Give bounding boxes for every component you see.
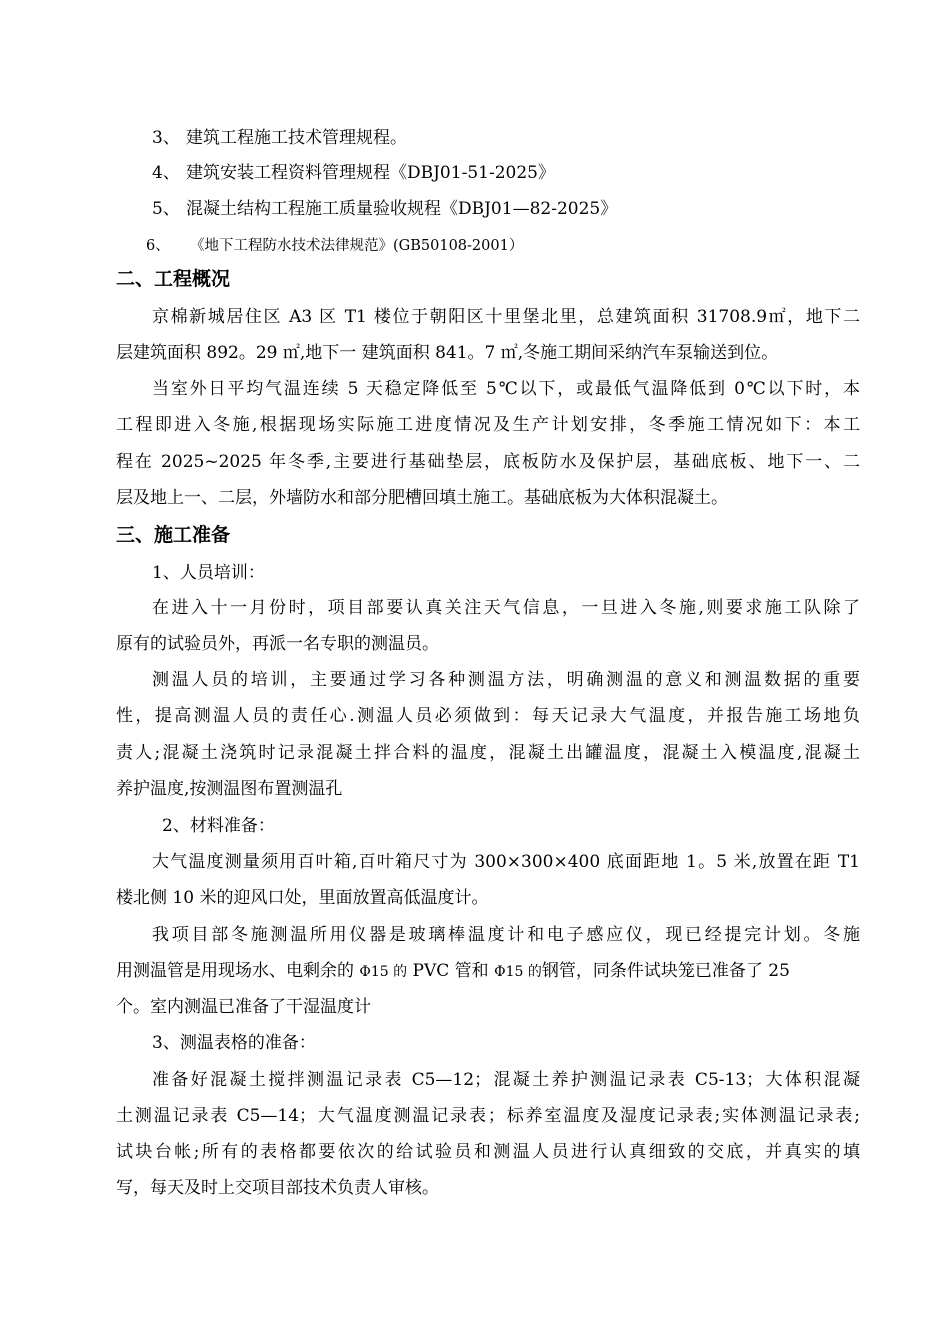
diameter-spec: Φ15 的 xyxy=(494,964,542,980)
reference-text: 《地下工程防水技术法律规范》(GB50108-2001） xyxy=(190,238,524,254)
section-heading-overview: 二、工程概况 xyxy=(116,268,231,290)
paragraph-line: 写，每天及时上交项目部技术负责人审核。 xyxy=(116,1178,439,1198)
subsection-title-personnel: 1、人员培训： xyxy=(152,563,265,583)
paragraph-line: 京棉新城居住区 A3 区 T1 楼位于朝阳区十里堡北里，总建筑面积 31708.9㎡，地下二 xyxy=(152,307,860,327)
paragraph-line: 责人;混凝土浇筑时记录混凝土拌合料的温度，混凝土出罐温度，混凝土入模温度,混凝土 xyxy=(116,743,860,763)
paragraph-line: 层建筑面积 892。29 ㎡,地下一 建筑面积 841。7 ㎡,冬施工期间采纳汽车泵输送到位。 xyxy=(116,343,779,363)
paragraph-line: 个。室内测温已准备了干湿温度计 xyxy=(116,997,371,1017)
reference-number: 3、 xyxy=(152,128,180,148)
reference-text: 建筑工程施工技术管理规程。 xyxy=(186,128,407,148)
reference-item-5 xyxy=(152,197,617,221)
reference-number: 4、 xyxy=(152,163,180,183)
paragraph-line: 当室外日平均气温连续 5 天稳定降低至 5℃以下，或最低气温降低到 0℃以下时，本 xyxy=(152,379,860,399)
paragraph-line: 准备好混凝土搅拌测温记录表 C5—12；混凝土养护测温记录表 C5-13；大体积混凝 xyxy=(152,1070,860,1090)
subsection-title-materials: 2、材料准备： xyxy=(162,816,275,836)
paragraph-line: 层及地上一、二层，外墙防水和部分肥槽回填土施工。基础底板为大体积混凝土。 xyxy=(116,488,728,508)
reference-item-6 xyxy=(146,234,523,258)
paragraph-line: 程在 2025~2025 年冬季,主要进行基础垫层，底板防水及保护层，基础底板、地下一、二 xyxy=(116,452,860,472)
reference-text: 建筑安装工程资料管理规程《DBJ01-51-2025》 xyxy=(186,163,555,183)
text-run: PVC 管和 xyxy=(407,961,495,981)
paragraph-line: 大气温度测量须用百叶箱,百叶箱尺寸为 300×300×400 底面距地 1。5 米,放置在距 T1 xyxy=(152,852,860,872)
reference-item-3 xyxy=(152,126,407,150)
paragraph-line xyxy=(116,959,790,984)
paragraph-line: 测温人员的培训，主要通过学习各种测温方法，明确测温的意义和测温数据的重要 xyxy=(152,670,860,690)
diameter-spec: Φ15 的 xyxy=(359,964,408,980)
paragraph-line: 试块台帐;所有的表格都要依次的给试验员和测温人员进行认真细致的交底，并真实的填 xyxy=(116,1142,860,1162)
reference-number: 5、 xyxy=(152,199,180,219)
reference-item-4 xyxy=(152,161,555,185)
paragraph-line: 养护温度,按测温图布置测温孔 xyxy=(116,779,343,799)
reference-text: 混凝土结构工程施工质量验收规程《DBJ01—82-2025》 xyxy=(186,199,618,219)
subsection-title-forms: 3、测温表格的准备： xyxy=(152,1033,316,1053)
paragraph-line: 在进入十一月份时，项目部要认真关注天气信息，一旦进入冬施,则要求施工队除了 xyxy=(152,598,860,618)
paragraph-line: 原有的试验员外，再派一名专职的测温员。 xyxy=(116,634,439,654)
paragraph-line: 性，提高测温人员的责任心.测温人员必须做到：每天记录大气温度，并报告施工场地负 xyxy=(116,706,860,726)
paragraph-line: 工程即进入冬施,根据现场实际施工进度情况及生产计划安排，冬季施工情况如下：本工 xyxy=(116,415,860,435)
reference-number: 6、 xyxy=(146,238,170,254)
text-run: 钢管，同条件试块笼已准备了 25 xyxy=(541,961,790,981)
paragraph-line: 楼北侧 10 米的迎风口处，里面放置高低温度计。 xyxy=(116,888,489,908)
paragraph-line: 土测温记录表 C5—14；大气温度测温记录表；标养室温度及湿度记录表;实体测温记录表; xyxy=(116,1106,860,1126)
paragraph-line: 我项目部冬施测温所用仪器是玻璃棒温度计和电子感应仪，现已经提完计划。冬施 xyxy=(152,925,860,945)
section-heading-preparation: 三、施工准备 xyxy=(116,524,231,546)
text-run: 用测温管是用现场水、电剩余的 xyxy=(116,961,360,981)
